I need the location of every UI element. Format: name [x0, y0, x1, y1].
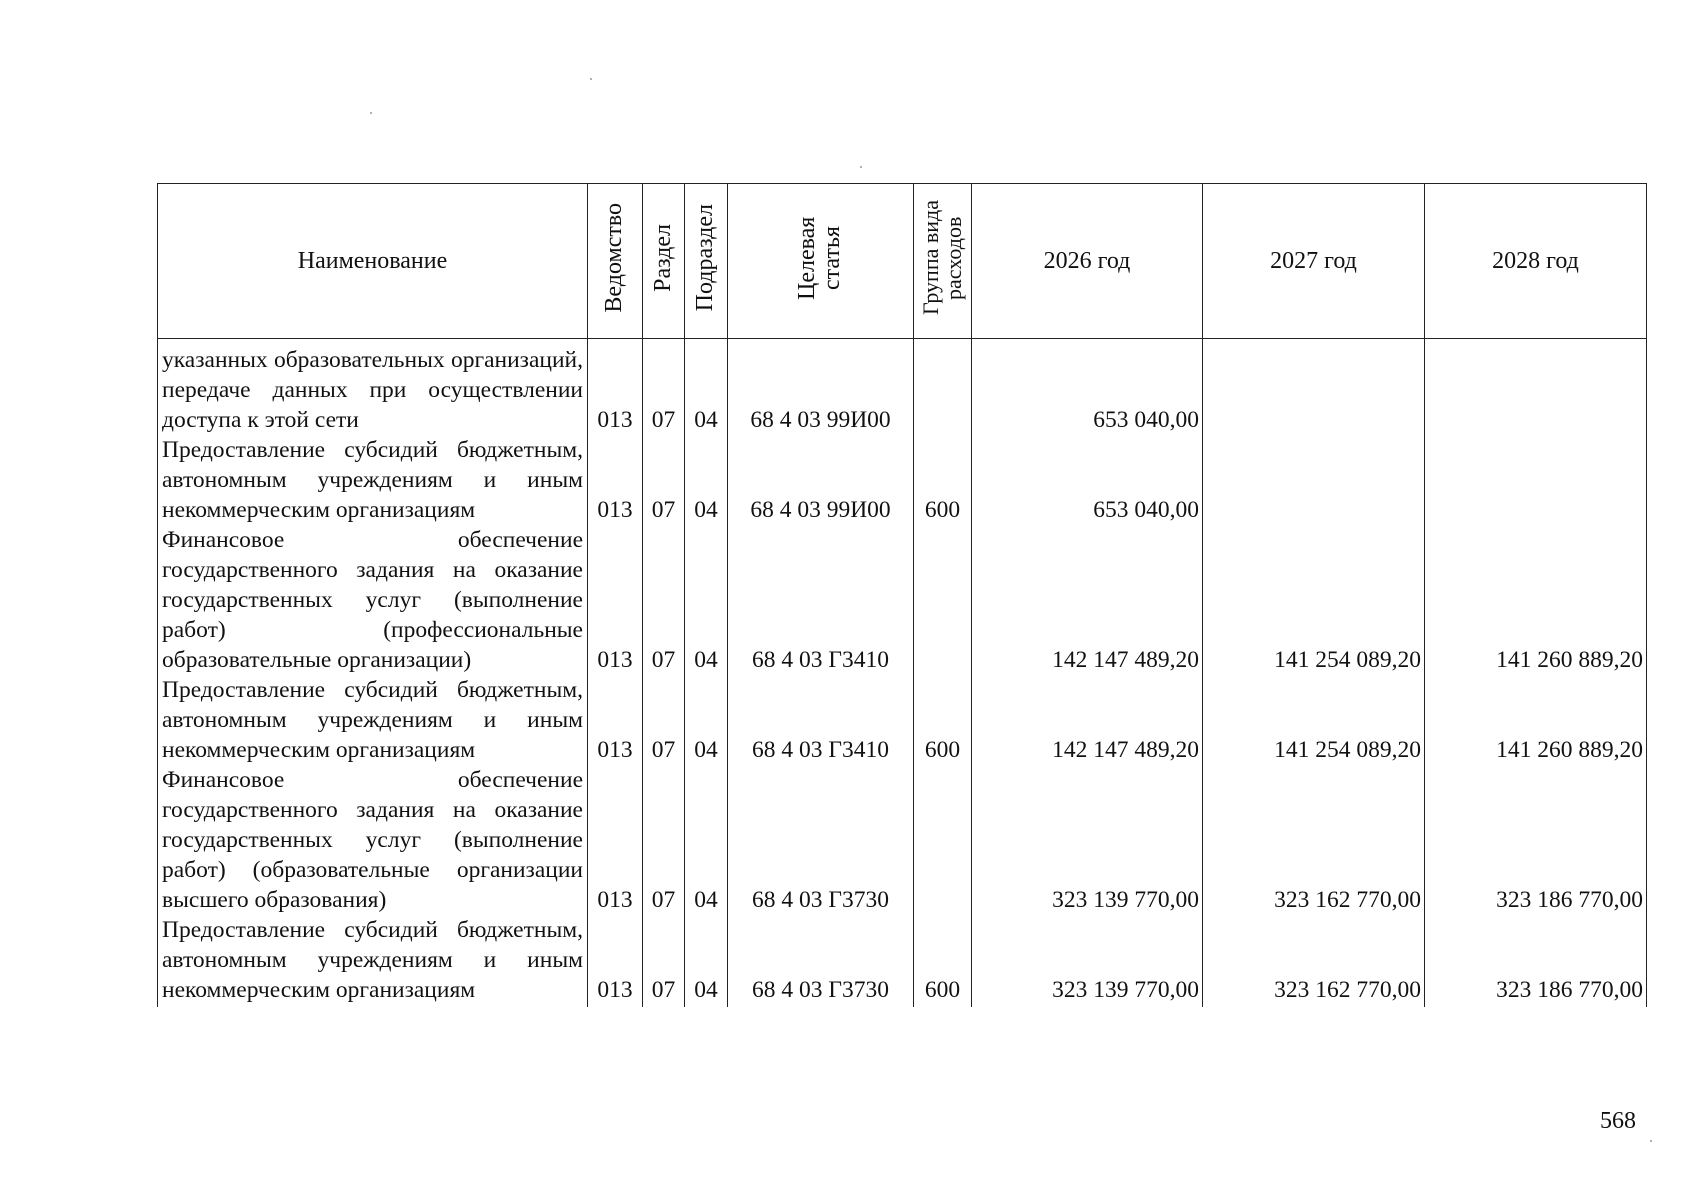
cell-subsection: 04 — [685, 915, 728, 1007]
header-target-article: Целевая статья — [728, 184, 914, 339]
cell-target-article: 68 4 03 Г3730 — [728, 915, 914, 1007]
table-row — [158, 765, 1647, 915]
scan-speck — [590, 78, 592, 80]
header-department: Ведомство — [588, 184, 643, 339]
cell-expense-group: 600 — [914, 915, 972, 1007]
cell-department: 013 — [588, 525, 643, 675]
cell-subsection: 04 — [685, 765, 728, 915]
cell-expense-group — [914, 765, 972, 915]
cell-name: Финансовое обеспечение государственного задания на оказание государственных услуг (выполнение работ) (образовательные организации высшего образования) — [158, 765, 588, 915]
cell-subsection: 04 — [685, 525, 728, 675]
cell-y2027: 141 254 089,20 — [1203, 675, 1425, 765]
header-section: Раздел — [643, 184, 685, 339]
cell-department: 013 — [588, 915, 643, 1007]
cell-y2026: 653 040,00 — [972, 339, 1203, 436]
cell-y2028: 323 186 770,00 — [1425, 915, 1647, 1007]
header-name: Наименование — [158, 184, 588, 339]
cell-name: Предоставление субсидий бюджетным, автономным учреждениям и иным некоммерческим организациям — [158, 435, 588, 525]
cell-department: 013 — [588, 339, 643, 436]
header-expense-group: Группа вида расходов — [914, 184, 972, 339]
cell-name: указанных образовательных организаций, передаче данных при осуществлении доступа к этой сети — [158, 339, 588, 436]
header-year-2028: 2028 год — [1425, 184, 1647, 339]
cell-expense-group: 600 — [914, 435, 972, 525]
table-row — [158, 675, 1647, 765]
cell-target-article: 68 4 03 99И00 — [728, 435, 914, 525]
cell-y2028: 141 260 889,20 — [1425, 525, 1647, 675]
cell-section: 07 — [643, 765, 685, 915]
header-subsection: Подраздел — [685, 184, 728, 339]
cell-name: Предоставление субсидий бюджетным, автономным учреждениям и иным некоммерческим организациям — [158, 915, 588, 1007]
cell-section: 07 — [643, 525, 685, 675]
cell-target-article: 68 4 03 Г3410 — [728, 525, 914, 675]
cell-section: 07 — [643, 339, 685, 436]
budget-table — [157, 183, 1647, 1007]
cell-y2028 — [1425, 339, 1647, 436]
header-year-2027: 2027 год — [1203, 184, 1425, 339]
cell-department: 013 — [588, 435, 643, 525]
page-number: 568 — [1600, 1108, 1636, 1134]
table-row — [158, 339, 1647, 436]
cell-y2026: 653 040,00 — [972, 435, 1203, 525]
cell-y2027: 323 162 770,00 — [1203, 915, 1425, 1007]
cell-y2027 — [1203, 339, 1425, 436]
cell-y2028 — [1425, 435, 1647, 525]
cell-department: 013 — [588, 675, 643, 765]
cell-expense-group — [914, 339, 972, 436]
cell-y2026: 142 147 489,20 — [972, 525, 1203, 675]
cell-y2028: 323 186 770,00 — [1425, 765, 1647, 915]
scan-speck — [860, 166, 862, 168]
table-row — [158, 915, 1647, 1007]
cell-section: 07 — [643, 675, 685, 765]
cell-name: Предоставление субсидий бюджетным, автономным учреждениям и иным некоммерческим организациям — [158, 675, 588, 765]
cell-section: 07 — [643, 435, 685, 525]
cell-subsection: 04 — [685, 675, 728, 765]
scan-speck — [1650, 1140, 1652, 1142]
cell-subsection: 04 — [685, 339, 728, 436]
cell-expense-group: 600 — [914, 675, 972, 765]
scan-speck — [370, 112, 372, 114]
cell-name: Финансовое обеспечение государственного задания на оказание государственных услуг (выполнение работ) (профессиональные образовательные организации) — [158, 525, 588, 675]
cell-subsection: 04 — [685, 435, 728, 525]
cell-y2027 — [1203, 435, 1425, 525]
table-row — [158, 525, 1647, 675]
cell-target-article: 68 4 03 Г3730 — [728, 765, 914, 915]
cell-y2026: 142 147 489,20 — [972, 675, 1203, 765]
cell-y2027: 141 254 089,20 — [1203, 525, 1425, 675]
table-row — [158, 435, 1647, 525]
header-row — [158, 184, 1647, 339]
cell-target-article: 68 4 03 99И00 — [728, 339, 914, 436]
cell-y2027: 323 162 770,00 — [1203, 765, 1425, 915]
cell-department: 013 — [588, 765, 643, 915]
cell-expense-group — [914, 525, 972, 675]
cell-section: 07 — [643, 915, 685, 1007]
cell-y2026: 323 139 770,00 — [972, 765, 1203, 915]
cell-y2026: 323 139 770,00 — [972, 915, 1203, 1007]
cell-target-article: 68 4 03 Г3410 — [728, 675, 914, 765]
cell-y2028: 141 260 889,20 — [1425, 675, 1647, 765]
header-year-2026: 2026 год — [972, 184, 1203, 339]
